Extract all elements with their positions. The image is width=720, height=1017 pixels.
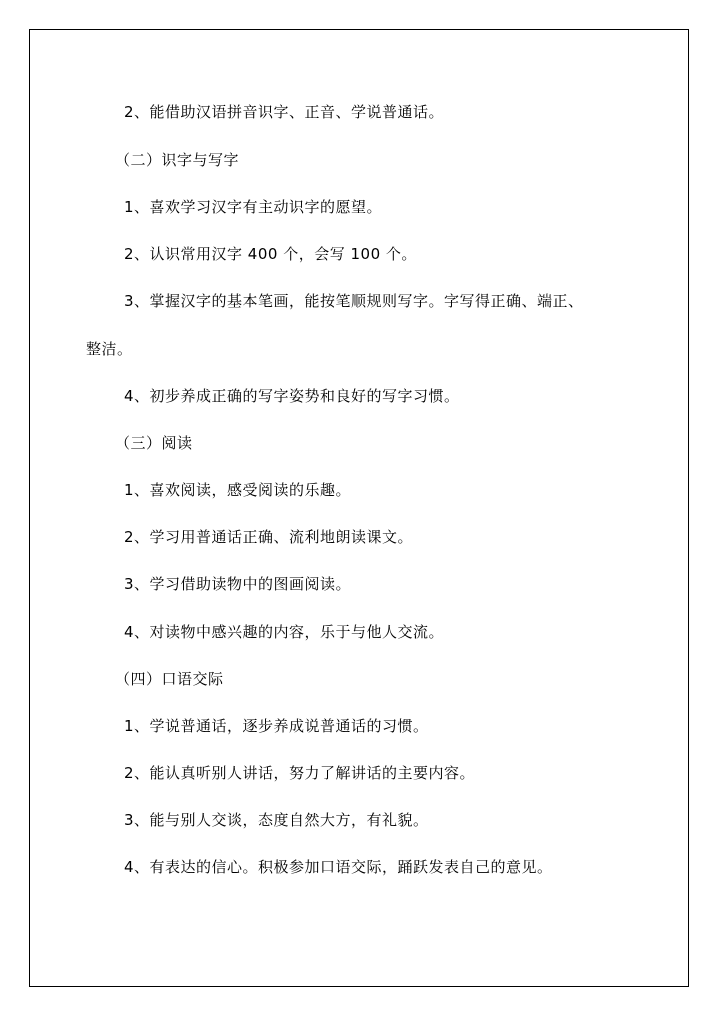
list-item: 3、学习借助读物中的图画阅读。 bbox=[124, 575, 352, 593]
list-item: 2、能认真听别人讲话，努力了解讲话的主要内容。 bbox=[124, 764, 476, 782]
list-item-continuation: 整洁。 bbox=[86, 340, 133, 358]
section-heading: （三）阅读 bbox=[115, 434, 193, 452]
section-heading: （四）口语交际 bbox=[115, 670, 224, 688]
section-heading: （二）识字与写字 bbox=[115, 151, 240, 169]
list-item: 1、学说普通话，逐步养成说普通话的习惯。 bbox=[124, 717, 429, 735]
list-item: 3、能与别人交谈，态度自然大方，有礼貌。 bbox=[124, 811, 429, 829]
list-item: 2、学习用普通话正确、流利地朗读课文。 bbox=[124, 528, 414, 546]
list-item: 4、对读物中感兴趣的内容，乐于与他人交流。 bbox=[124, 623, 445, 641]
list-item: 1、喜欢阅读，感受阅读的乐趣。 bbox=[124, 481, 352, 499]
list-item: 1、喜欢学习汉字有主动识字的愿望。 bbox=[124, 198, 383, 216]
list-item: 3、掌握汉字的基本笔画，能按笔顺规则写字。字写得正确、端正、 bbox=[124, 292, 584, 310]
list-item: 2、认识常用汉字 400 个，会写 100 个。 bbox=[124, 245, 417, 263]
list-item: 4、初步养成正确的写字姿势和良好的写字习惯。 bbox=[124, 387, 460, 405]
list-item: 4、有表达的信心。积极参加口语交际，踊跃发表自己的意见。 bbox=[124, 858, 553, 876]
page-frame bbox=[29, 29, 689, 987]
list-item: 2、能借助汉语拼音识字、正音、学说普通话。 bbox=[124, 103, 445, 121]
